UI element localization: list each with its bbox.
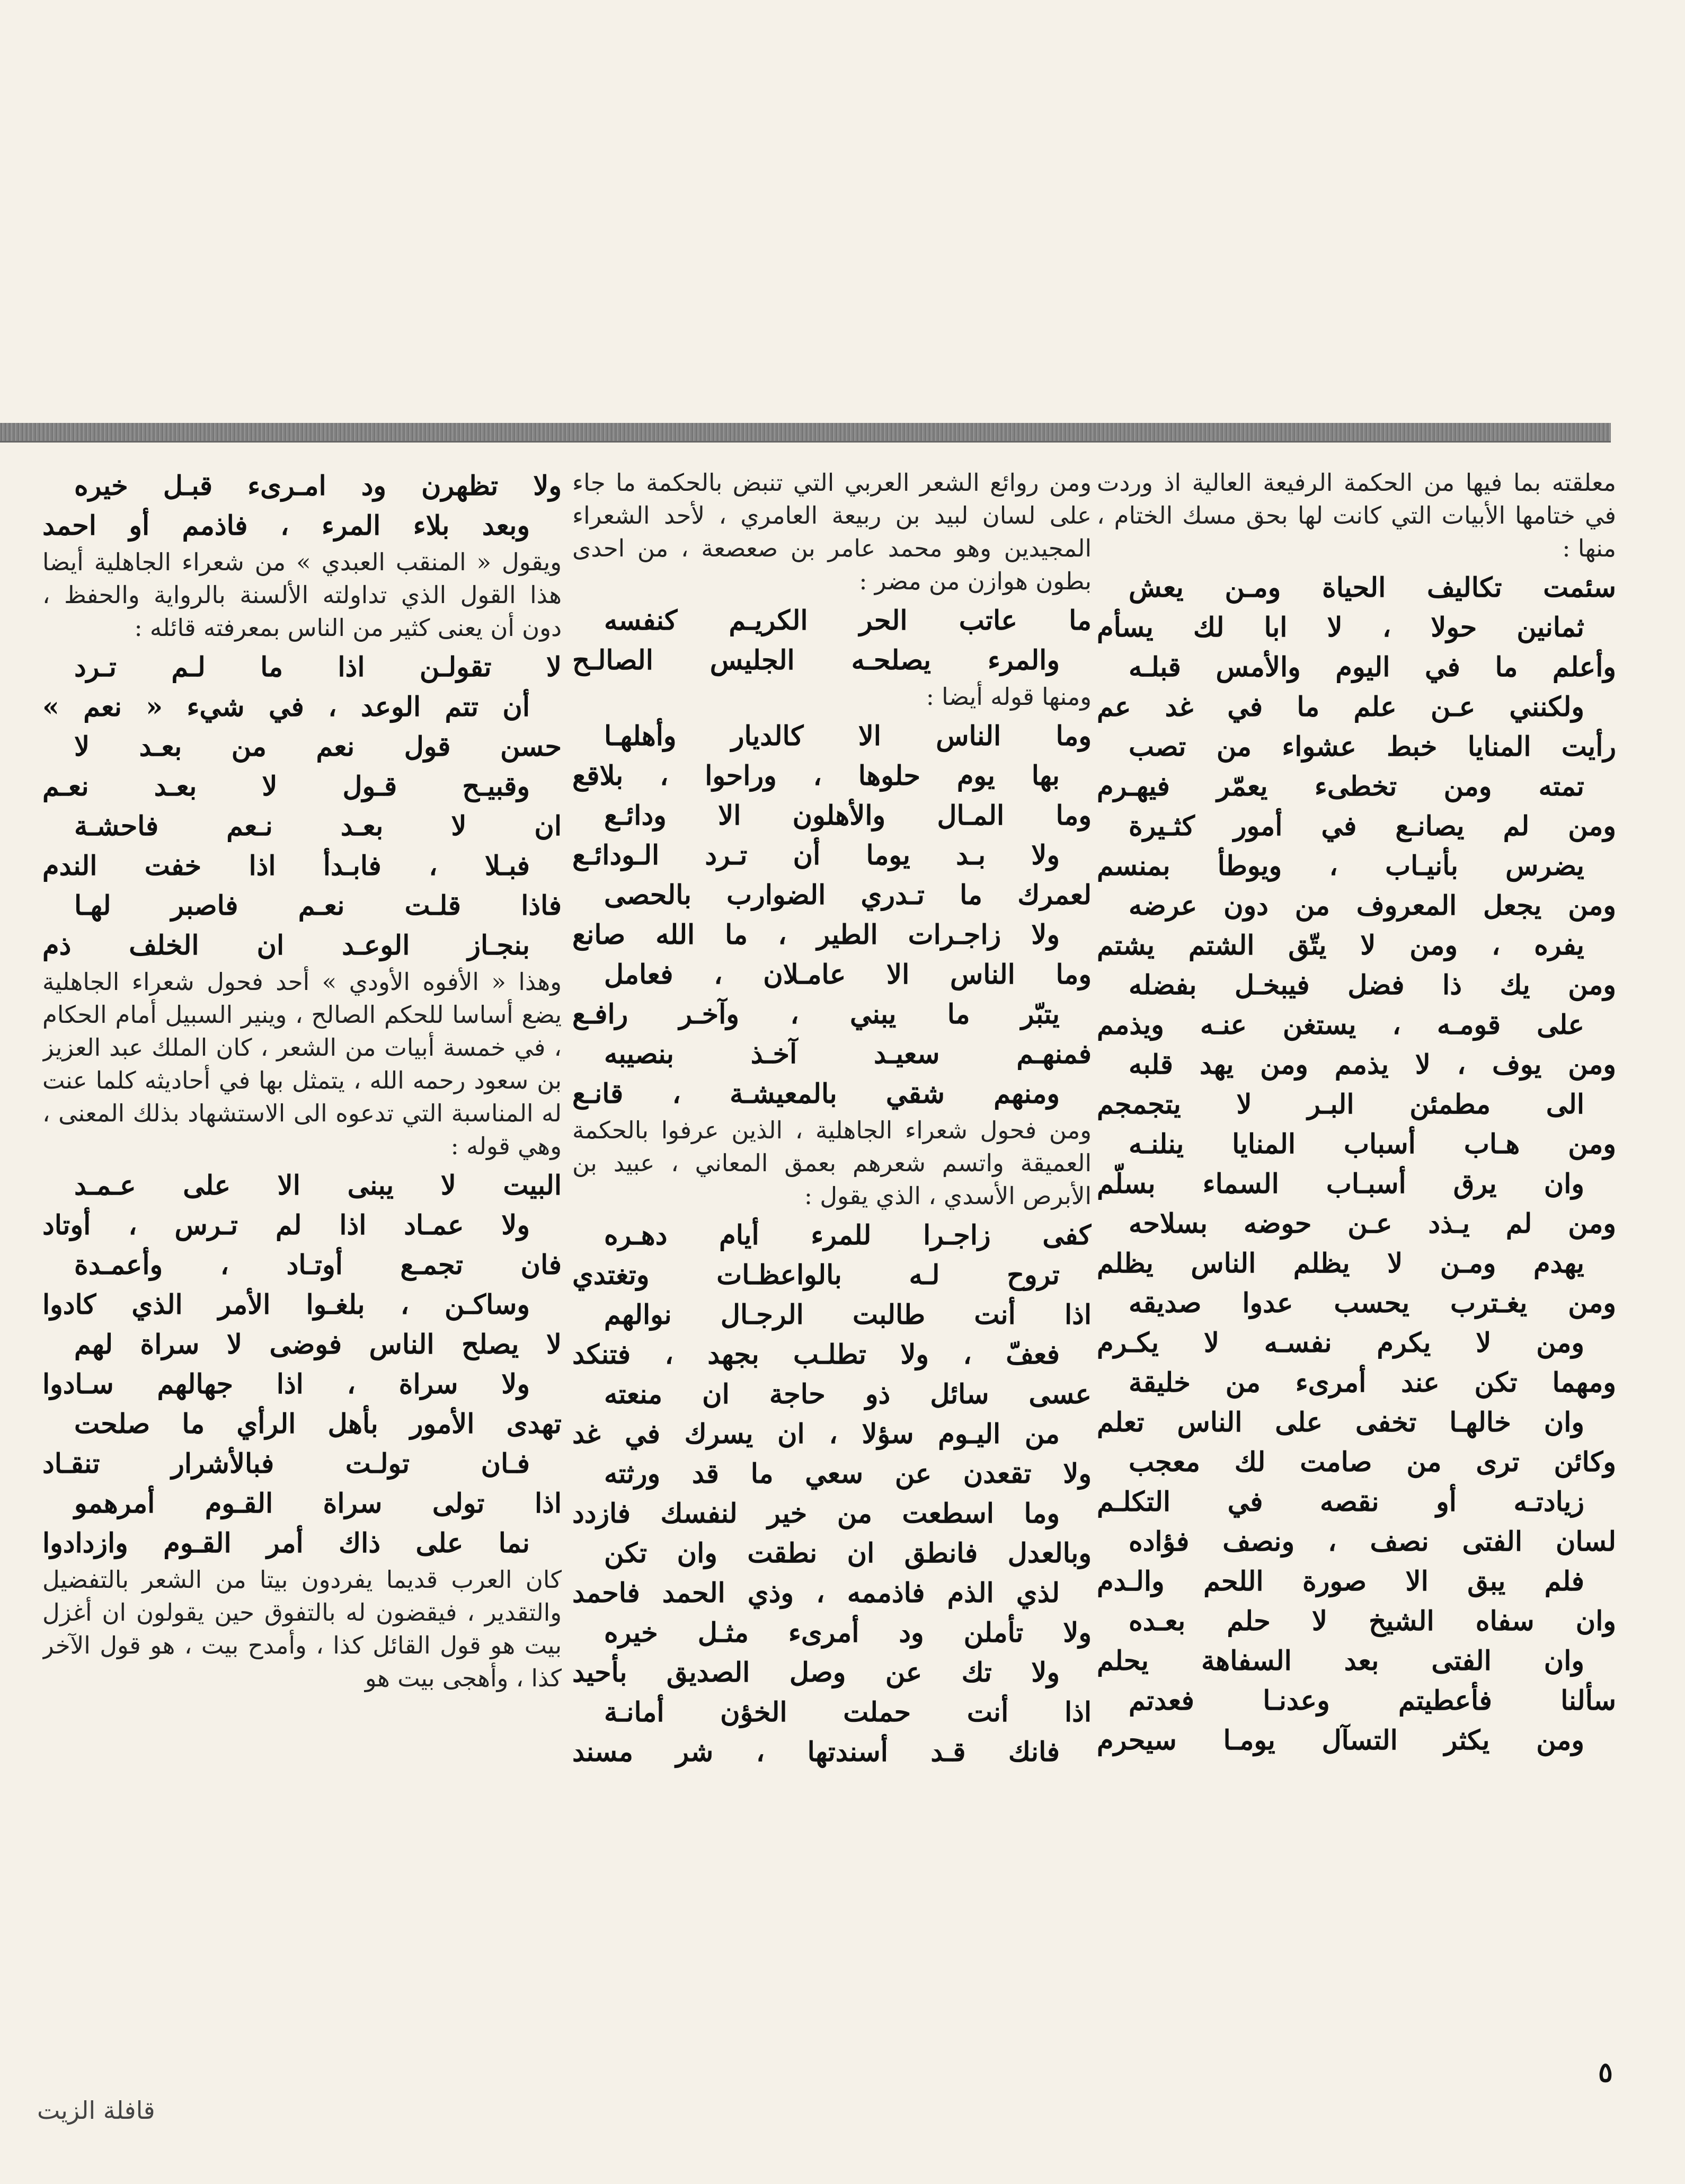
verse-hemistich: وقبيـح قـول لا بعـد نعـم — [42, 771, 530, 802]
verse-hemistich: ولكنني عـن علم ما في غد عم — [1097, 691, 1584, 723]
verse-hemistich: وبالعدل فانطق ان نطقت وان تكن — [604, 1537, 1092, 1569]
verse-hemistich: وكائن ترى من صامت لك معجب — [1129, 1446, 1616, 1478]
verse-hemistich: بها يوم حلوها ، وراحوا ، بلاقع — [572, 760, 1060, 792]
verse-hemistich: ومن لا يكرم نفسـه لا يكـرم — [1097, 1327, 1584, 1359]
verse-hemistich: رأيت المنايا خبط عشواء من تصب — [1129, 731, 1616, 763]
verse-hemistich: اذا تولى سراة القـوم أمرهمو — [74, 1488, 562, 1519]
prose-paragraph: ومن روائع الشعر العربي التي تنبض بالحكمة ما جاء على لسان لبيد بن ربيعة العامري ، لأحد الشعراء المجيدين وهو محمد عامر بن صعصعة ، من احدى بطون هوازن من مضر : — [572, 468, 1092, 595]
verse-hemistich: وما الناس الا كالديار وأهلهـا — [604, 720, 1092, 752]
column-left — [42, 466, 562, 1993]
verse-hemistich: اذا أنت حملت الخؤن أمانـة — [604, 1696, 1092, 1728]
verse-hemistich: ان لا بعـد نـعم فاحشـة — [74, 810, 562, 842]
verse-hemistich: لسان الفتى نصف ، ونصف فؤاده — [1129, 1526, 1616, 1558]
prose-paragraph: ومنها قوله أيضا : — [926, 683, 1092, 711]
verse-hemistich: يضرس بأنيـاب ، ويوطأ بمنسم — [1097, 850, 1584, 882]
verse-hemistich: ولا تأملن ود أمرىء مثـل خيره — [604, 1617, 1092, 1649]
verse-hemistich: بنجـاز الوعـد ان الخلف ذم — [42, 930, 530, 961]
verse-hemistich: الى مطمئن البـر لا يتجمجم — [1097, 1089, 1584, 1120]
verse-hemistich: وبعد بلاء المرء ، فاذمم أو احمد — [42, 510, 530, 542]
verse-hemistich: فان تجمـع أوتـاد ، وأعمـدة — [74, 1249, 562, 1281]
verse-hemistich: اذا أنت طالبت الرجـال نوالهم — [604, 1299, 1092, 1331]
verse-hemistich: ثمانين حولا ، لا ابا لك يسأم — [1097, 612, 1584, 643]
verse-hemistich: وان يرق أسبـاب السماء بسلّم — [1097, 1168, 1584, 1200]
verse-hemistich: ومن يغـترب يحسب عدوا صديقه — [1129, 1287, 1616, 1319]
verse-hemistich: تهدى الأمور بأهل الرأي ما صلحت — [74, 1408, 562, 1440]
verse-hemistich: وما الناس الا عامـلان ، فعامل — [604, 959, 1092, 991]
footer-publication-name: قافلة الزيت — [37, 2096, 155, 2125]
verse-hemistich: وساكـن ، بلغـوا الأمر الذي كادوا — [42, 1289, 530, 1321]
verse-hemistich: فاذا قلـت نعـم فاصبر لهـا — [74, 890, 562, 922]
verse-hemistich: فمنهـم سعيـد آخـذ بنصيبه — [604, 1038, 1092, 1070]
verse-hemistich: من اليـوم سؤلا ، ان يسرك في غد — [572, 1418, 1060, 1450]
verse-hemistich: لا يصلح الناس فوضى لا سراة لهم — [74, 1329, 562, 1360]
verse-hemistich: البيت لا يبنى الا على عـمـد — [74, 1170, 562, 1201]
verse-hemistich: والمرء يصلحـه الجليس الصالـح — [572, 644, 1060, 676]
verse-hemistich: ولا بـد يوما أن تـرد الـودائـع — [572, 839, 1060, 871]
verse-hemistich: ولا زاجـرات الطير ، ما الله صانع — [572, 919, 1060, 951]
verse-hemistich: تمته ومن تخطىء يعمّر فيهـرم — [1097, 771, 1584, 802]
prose-paragraph: وهذا « الأفوه الأودي » أحد فحول شعراء الجاهلية يضع أساسا للحكم الصالح ، وينير السبيل أمام الحكام ، في خمسة أبيات من الشعر ، كان الملك عبد العزيز بن سعود رحمه الله ، يتمثل بها في أحاديثه كلما عنت له المناسبة التي تدعوه الى الاستشهاد بذلك المعنى ، وهي قوله : — [42, 968, 562, 1160]
verse-hemistich: وما المـال والأهلون الا ودائـع — [604, 800, 1092, 832]
verse-hemistich: ومن يوف ، لا يذمم ومن يهد قلبه — [1129, 1049, 1616, 1081]
verse-hemistich: ما عاتب الحر الكريـم كنفسه — [604, 605, 1092, 636]
verse-hemistich: سئمت تكاليف الحياة ومـن يعش — [1129, 572, 1616, 604]
verse-hemistich: وان خالهـا تخفى على الناس تعلم — [1097, 1407, 1584, 1438]
verse-hemistich: وما اسطعت من خير لنفسك فازدد — [572, 1498, 1060, 1529]
verse-hemistich: يفره ، ومن لا يتّق الشتم يشتم — [1097, 930, 1584, 961]
verse-hemistich: ومن هـاب أسباب المنايا ينلنـه — [1129, 1128, 1616, 1160]
verse-hemistich: وأعلم ما في اليوم والأمس قبلـه — [1129, 651, 1616, 683]
verse-hemistich: فعفّ ، ولا تطلـب بجهد ، فتنكد — [572, 1339, 1060, 1370]
verse-hemistich: فلم يبق الا صورة اللحم والـدم — [1097, 1566, 1584, 1597]
verse-hemistich: ولا تقعدن عن سعي ما قد ورثته — [604, 1458, 1092, 1490]
column-right — [1097, 466, 1616, 1993]
verse-hemistich: لعمرك ما تـدري الضوارب بالحصى — [604, 879, 1092, 911]
verse-hemistich: ولا سراة ، اذا جهالهم سـادوا — [42, 1368, 530, 1400]
header-rule — [0, 423, 1611, 443]
verse-hemistich: ومنهم شقي بالمعيشـة ، قانـع — [572, 1078, 1060, 1110]
prose-paragraph: ومن فحول شعراء الجاهلية ، الذين عرفوا بالحكمة العميقة واتسم شعرهم بعمق المعاني ، عبيد بن الأبرص الأسدي ، الذي يقول : — [572, 1116, 1092, 1210]
verse-hemistich: لا تقولـن اذا ما لـم تـرد — [74, 651, 562, 683]
verse-hemistich: تروح لـه بالواعظـات وتغتدي — [572, 1259, 1060, 1291]
verse-hemistich: فانك قـد أسندتها ، شر مسند — [572, 1736, 1060, 1768]
verse-hemistich: ولا عمـاد اذا لم تـرس ، أوتاد — [42, 1209, 530, 1241]
verse-hemistich: ومن يك ذا فضل فيبخـل بفضله — [1129, 969, 1616, 1001]
verse-hemistich: سألنا فأعطيتم وعدنـا فعدتم — [1129, 1685, 1616, 1717]
verse-hemistich: يتبّر ما يبني ، وآخـر رافـع — [572, 998, 1060, 1030]
verse-hemistich: على قومـه ، يستغن عنـه ويذمم — [1097, 1009, 1584, 1041]
verse-hemistich: فـان تولـت فبالأشرار تنقـاد — [42, 1448, 530, 1480]
verse-hemistich: ومن يكثر التسآل يومـا سيحرم — [1097, 1725, 1584, 1756]
verse-hemistich: لذي الذم فاذممه ، وذي الحمد فاحمد — [572, 1577, 1060, 1609]
verse-hemistich: ومن يجعل المعروف من دون عرضه — [1129, 890, 1616, 922]
verse-hemistich: ولا تك عن وصل الصديق بأحيد — [572, 1657, 1060, 1688]
verse-hemistich: يهدم ومـن لا يظلم الناس يظلم — [1097, 1248, 1584, 1279]
page-number: ٥ — [1598, 2056, 1613, 2089]
prose-paragraph: كان العرب قديما يفردون بيتا من الشعر بالتفضيل والتقدير ، فيقضون له بالتفوق حين يقولون ان أغزل بيت هو قول القائل كذا ، وأمدح بيت ، هو قول الآخر كذا ، وأهجى بيت هو — [42, 1566, 562, 1692]
column-middle — [572, 466, 1092, 1993]
verse-hemistich: كفى زاجـرا للمرء أيام دهـره — [604, 1219, 1092, 1251]
verse-hemistich: ومن لم يـذد عـن حوضه بسلاحه — [1129, 1208, 1616, 1240]
verse-hemistich: ولا تظهرن ود امـرىء قبـل خيره — [74, 470, 562, 502]
verse-hemistich: حسن قول نعم من بعـد لا — [74, 731, 562, 763]
verse-hemistich: ومن لم يصانـع في أمور كثـيرة — [1129, 810, 1616, 842]
verse-hemistich: وان سفاه الشيخ لا حلم بعـده — [1129, 1605, 1616, 1637]
verse-hemistich: ومهما تكن عند أمرىء من خليقة — [1129, 1367, 1616, 1399]
prose-paragraph: معلقته بما فيها من الحكمة الرفيعة العالية اذ وردت في ختامها الأبيات التي كانت لها بحق مسك الختام ، منها : — [1097, 468, 1616, 562]
verse-hemistich: زيادتـه أو نقصه في التكلـم — [1097, 1486, 1584, 1518]
verse-hemistich: وان الفتى بعد السفاهة يحلم — [1097, 1645, 1584, 1677]
verse-hemistich: عسى سائل ذو حاجة ان منعته — [604, 1378, 1092, 1410]
prose-paragraph: ويقول « المنقب العبدي » من شعراء الجاهلية أيضا هذا القول الذي تداولته الألسنة بالرواية والحفظ ، دون أن يعنى كثير من الناس بمعرفته قائله : — [42, 548, 562, 642]
verse-hemistich: فبـلا ، فابـدأ اذا خفت الندم — [42, 850, 530, 882]
verse-hemistich: نما على ذاك أمر القـوم وازدادوا — [42, 1527, 530, 1559]
verse-hemistich: أن تتم الوعد ، في شيء « نعم » — [42, 691, 530, 723]
